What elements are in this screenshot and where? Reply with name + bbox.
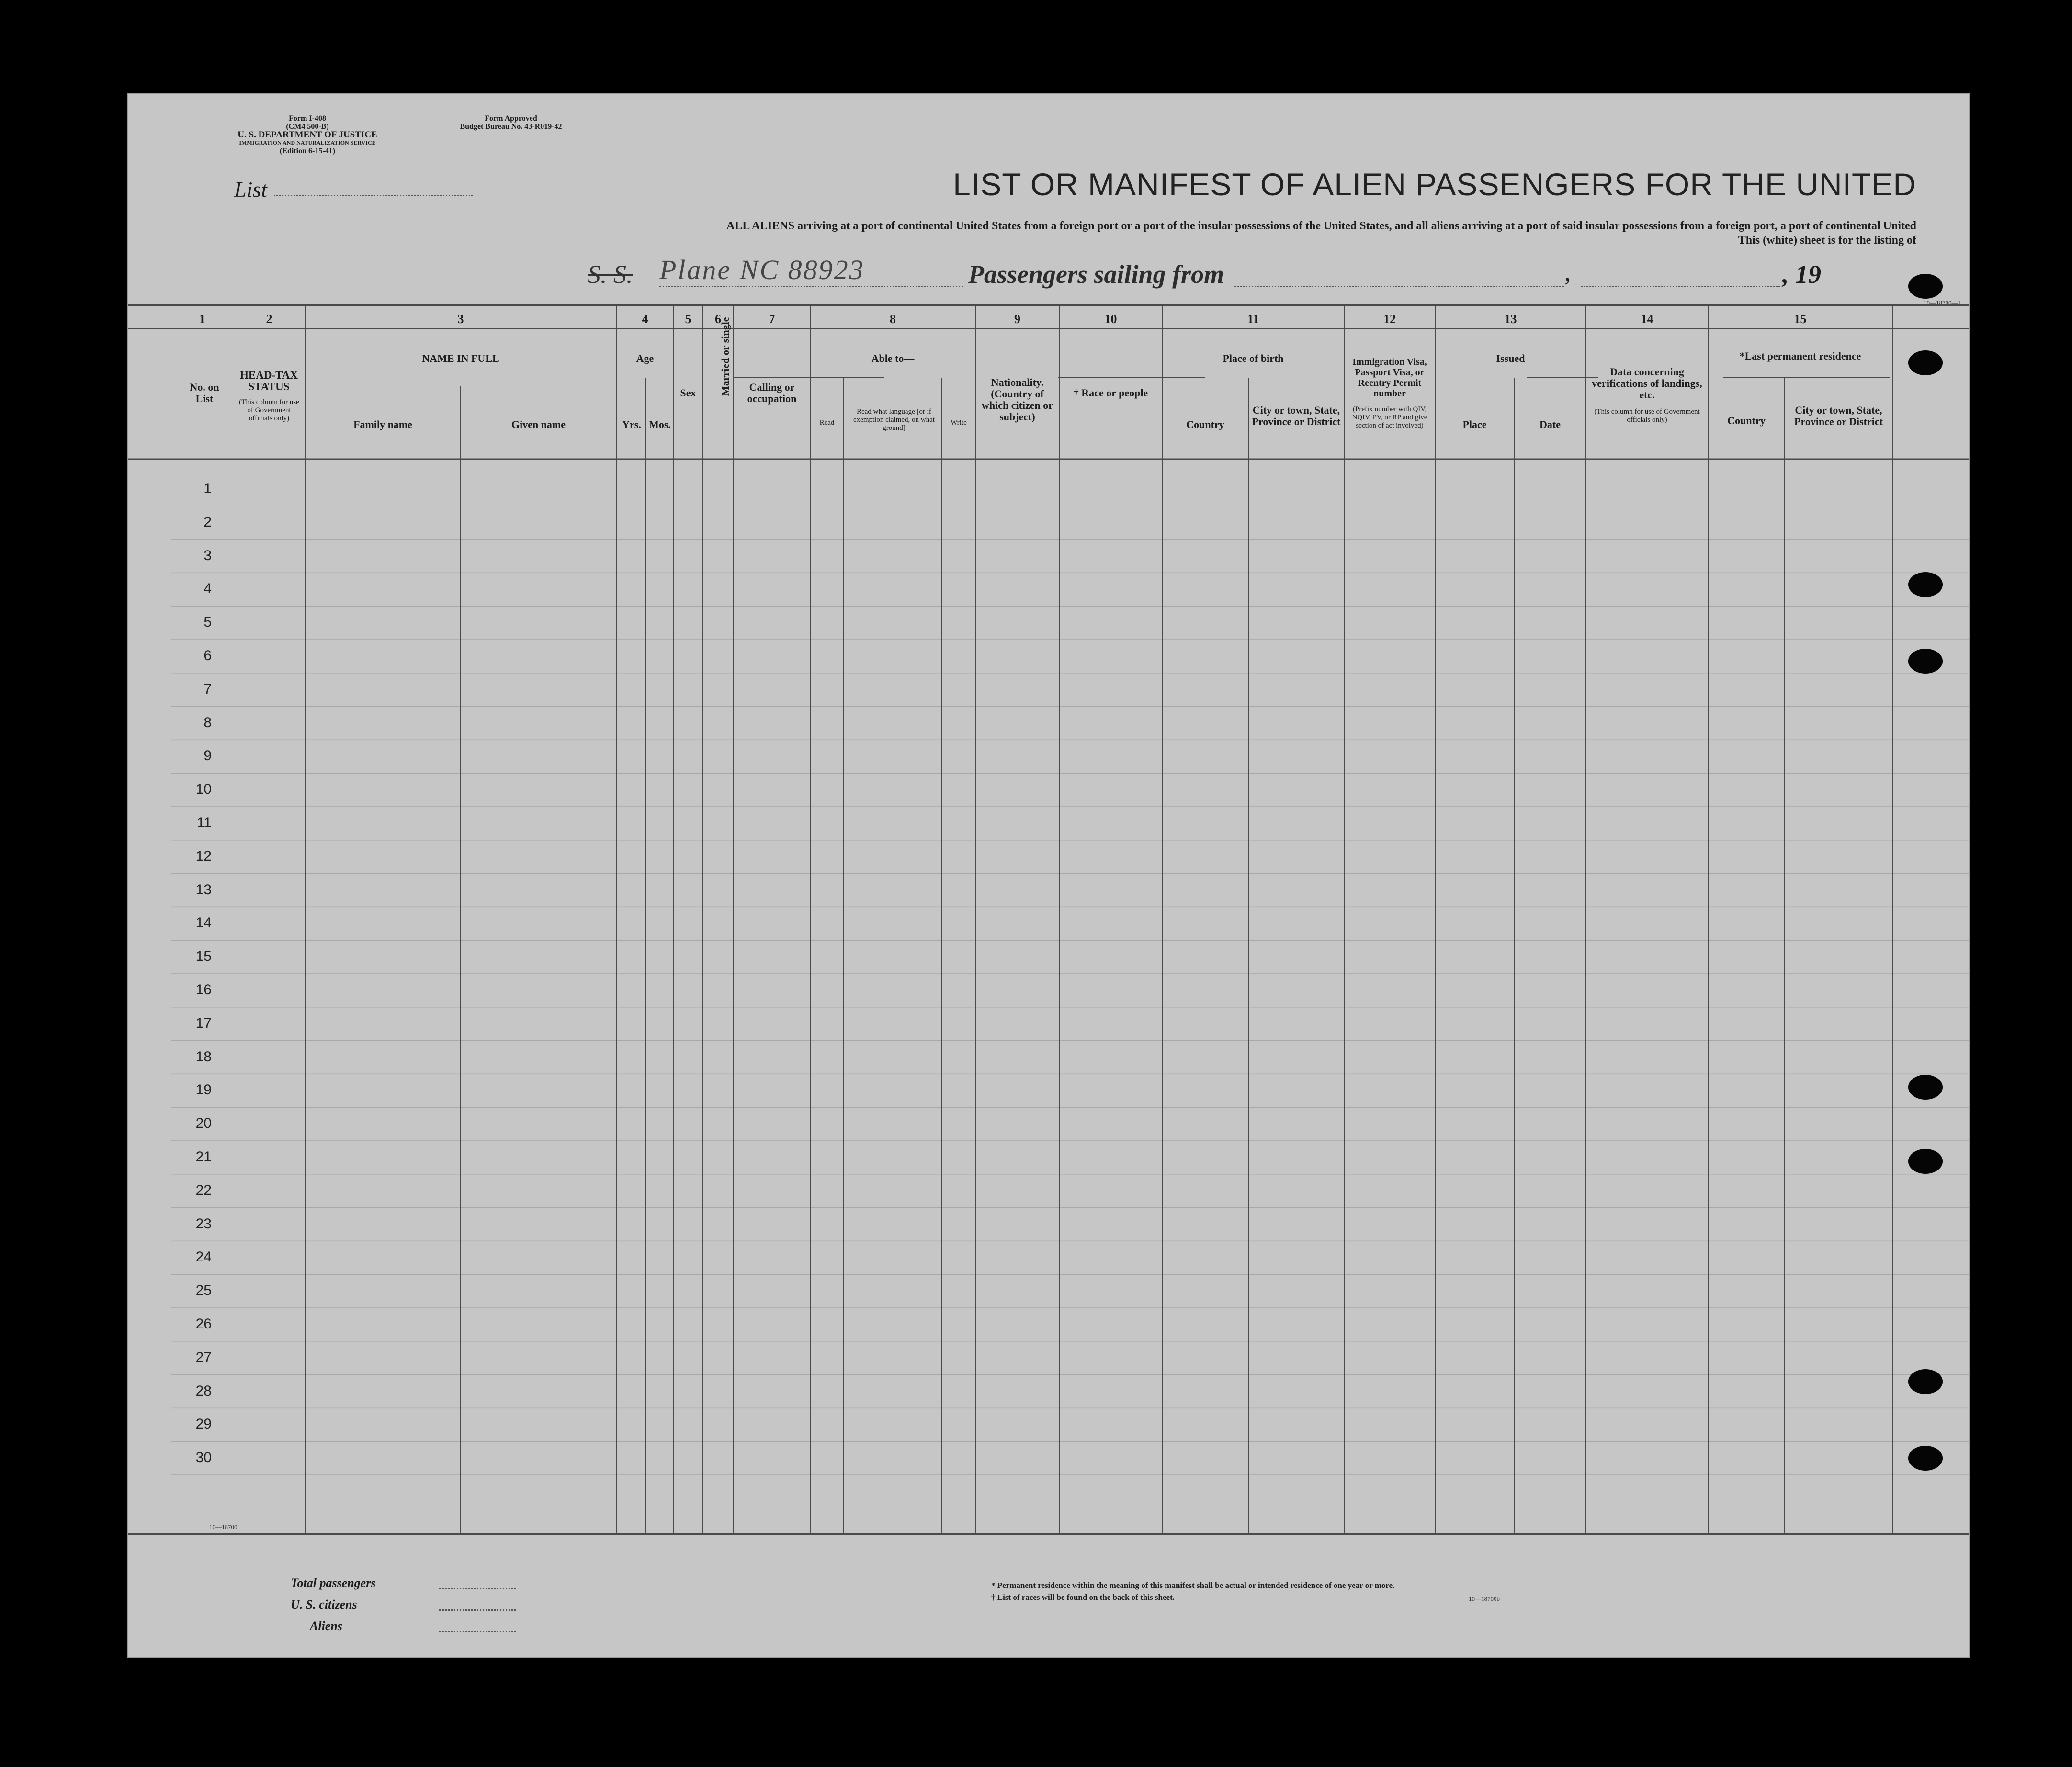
form-approved-label: Form Approved <box>485 114 537 123</box>
header-read-language: Read what language [or if exemption claimed, on what ground] <box>853 408 935 432</box>
row-number: 28 <box>195 1383 212 1399</box>
race-list-note: † List of races will be found on the back of this sheet. <box>991 1593 1175 1602</box>
col-number-4: 4 <box>642 312 648 326</box>
row-number: 20 <box>195 1115 212 1132</box>
header-age: Age <box>636 352 654 364</box>
header-visa-number: Immigration Visa, Passport Visa, or Reentry Permit number <box>1352 357 1427 399</box>
header-residence-country: Country <box>1727 415 1766 427</box>
row-number: 8 <box>204 714 212 731</box>
row-number: 17 <box>195 1015 212 1031</box>
punch-hole <box>1908 274 1943 299</box>
row-number: 23 <box>195 1216 212 1232</box>
permanent-residence-note: * Permanent residence within the meaning of this manifest shall be actual or intended residence of one year or more. <box>991 1581 1395 1590</box>
row-number: 10 <box>195 781 212 798</box>
header-place-of-birth: Place of birth <box>1223 352 1284 364</box>
row-number: 6 <box>204 647 212 664</box>
sheet-note: This (white) sheet is for the listing of <box>1738 234 1916 247</box>
row-number: 14 <box>195 915 212 931</box>
header-sex: Sex <box>680 387 696 399</box>
row-number: 18 <box>195 1048 212 1065</box>
col-number-3: 3 <box>457 312 464 326</box>
header-issued-date: Date <box>1540 418 1561 430</box>
punch-hole <box>1908 1446 1943 1471</box>
col-number-14: 14 <box>1641 312 1653 326</box>
row-number: 9 <box>204 748 212 764</box>
col-number-13: 13 <box>1504 312 1517 326</box>
row-number: 11 <box>196 814 212 831</box>
punch-hole <box>1908 1369 1943 1394</box>
print-code-left: 10—18700 <box>209 1523 238 1531</box>
header-head-tax: HEAD-TAX STATUS <box>240 369 298 393</box>
header-age-months: Mos. <box>649 418 671 430</box>
form-number: Form I-408 <box>289 114 326 123</box>
row-number: 3 <box>204 547 212 563</box>
punch-hole <box>1908 350 1943 375</box>
row-number: 13 <box>195 881 212 898</box>
col-number-9: 9 <box>1014 312 1020 326</box>
instruction-text: ALL ALIENS arriving at a port of continental United States from a foreign port or a port of the insular possessions of the United States, and all aliens arriving at a port of said insular possessions from a foreign port, a port of continental United <box>726 220 1916 232</box>
header-write: Write <box>951 419 967 427</box>
print-code-right: 10—18700b <box>1469 1595 1500 1602</box>
col-number-10: 10 <box>1104 312 1117 326</box>
col-number-12: 12 <box>1383 312 1396 326</box>
row-number: 22 <box>195 1182 212 1198</box>
col-number-6: 6 <box>715 312 721 326</box>
header-data-note: (This column for use of Government officials only) <box>1594 408 1700 424</box>
row-number: 26 <box>195 1316 212 1332</box>
ship-name-handwritten[interactable]: Plane NC 88923 <box>659 254 865 285</box>
page-title: LIST OR MANIFEST OF ALIEN PASSENGERS FOR THE UNITED <box>953 167 1916 202</box>
row-number: 21 <box>195 1148 212 1165</box>
header-no-on-list: No. on List <box>190 381 219 405</box>
header-name-in-full: NAME IN FULL <box>422 352 499 364</box>
total-passengers-field[interactable] <box>439 1588 516 1589</box>
department-name: U. S. DEPARTMENT OF JUSTICE <box>238 130 377 140</box>
punch-hole <box>1908 649 1943 674</box>
row-number: 27 <box>195 1349 212 1365</box>
manifest-sheet <box>127 93 1970 1658</box>
row-number: 16 <box>195 981 212 998</box>
row-number: 15 <box>195 948 212 965</box>
header-residence-city: City or town, State, Province or District <box>1794 404 1883 428</box>
manifest-table-grid <box>128 94 1969 1657</box>
row-number: 2 <box>204 514 212 530</box>
date-separator: , <box>1564 258 1571 286</box>
header-age-years: Yrs. <box>622 418 641 430</box>
header-nationality: Nationality. (Country of which citizen or subject) <box>981 376 1053 423</box>
col-number-1: 1 <box>199 312 205 326</box>
list-label: List <box>234 177 268 202</box>
budget-bureau-number: Budget Bureau No. 43-R019-42 <box>460 123 562 131</box>
header-given-name: Given name <box>511 418 566 430</box>
header-last-residence: *Last permanent residence <box>1739 350 1861 362</box>
header-birth-city: City or town, State, Province or District <box>1252 404 1341 428</box>
col-number-15: 15 <box>1794 312 1807 326</box>
total-passengers-label: Total passengers <box>291 1576 376 1590</box>
col-number-7: 7 <box>769 312 775 326</box>
punch-hole <box>1908 1149 1943 1174</box>
row-number: 5 <box>204 614 212 630</box>
row-number: 24 <box>195 1249 212 1265</box>
sailing-from-label: Passengers sailing from <box>968 260 1224 289</box>
header-issued-place: Place <box>1462 418 1487 430</box>
header-able-to: Able to— <box>871 352 915 364</box>
punch-hole <box>1908 1075 1943 1100</box>
row-number: 1 <box>204 480 212 496</box>
form-code: (CM4 500-B) <box>286 123 329 131</box>
col-number-8: 8 <box>890 312 896 326</box>
header-read: Read <box>819 419 835 427</box>
row-number: 30 <box>195 1450 212 1466</box>
header-race-or-people: † Race or people <box>1073 387 1148 399</box>
col-number-5: 5 <box>685 312 691 326</box>
punch-hole <box>1908 572 1943 597</box>
header-data-landings: Data concerning verifications of landings, etc. <box>1592 366 1702 401</box>
year-label: , 19 <box>1782 260 1821 289</box>
print-code-top: 10—18700—1 <box>1924 299 1961 306</box>
us-citizens-field[interactable] <box>439 1609 516 1611</box>
header-head-tax-note: (This column for use of Government officials only) <box>239 398 299 422</box>
col-number-2: 2 <box>266 312 272 326</box>
aliens-field[interactable] <box>439 1631 516 1632</box>
row-number: 19 <box>195 1082 212 1098</box>
us-citizens-label: U. S. citizens <box>291 1598 357 1611</box>
row-number: 29 <box>195 1416 212 1432</box>
service-name: IMMIGRATION AND NATURALIZATION SERVICE <box>239 139 376 146</box>
form-edition: (Edition 6-15-41) <box>280 147 335 155</box>
row-number: 4 <box>204 581 212 597</box>
header-calling-occupation: Calling or occupation <box>747 381 797 405</box>
aliens-label: Aliens <box>310 1619 342 1633</box>
col-number-11: 11 <box>1247 312 1259 326</box>
row-number: 7 <box>204 681 212 697</box>
ss-label: S. S. <box>588 260 633 289</box>
header-visa-note: (Prefix number with QIV, NQIV, PV, or RP and give section of act involved) <box>1352 405 1427 429</box>
row-number: 25 <box>195 1283 212 1299</box>
header-married-or-single: Married or single <box>719 317 731 396</box>
header-birth-country: Country <box>1186 418 1224 430</box>
row-number: 12 <box>195 848 212 864</box>
header-family-name: Family name <box>353 418 412 430</box>
header-issued: Issued <box>1496 352 1525 364</box>
